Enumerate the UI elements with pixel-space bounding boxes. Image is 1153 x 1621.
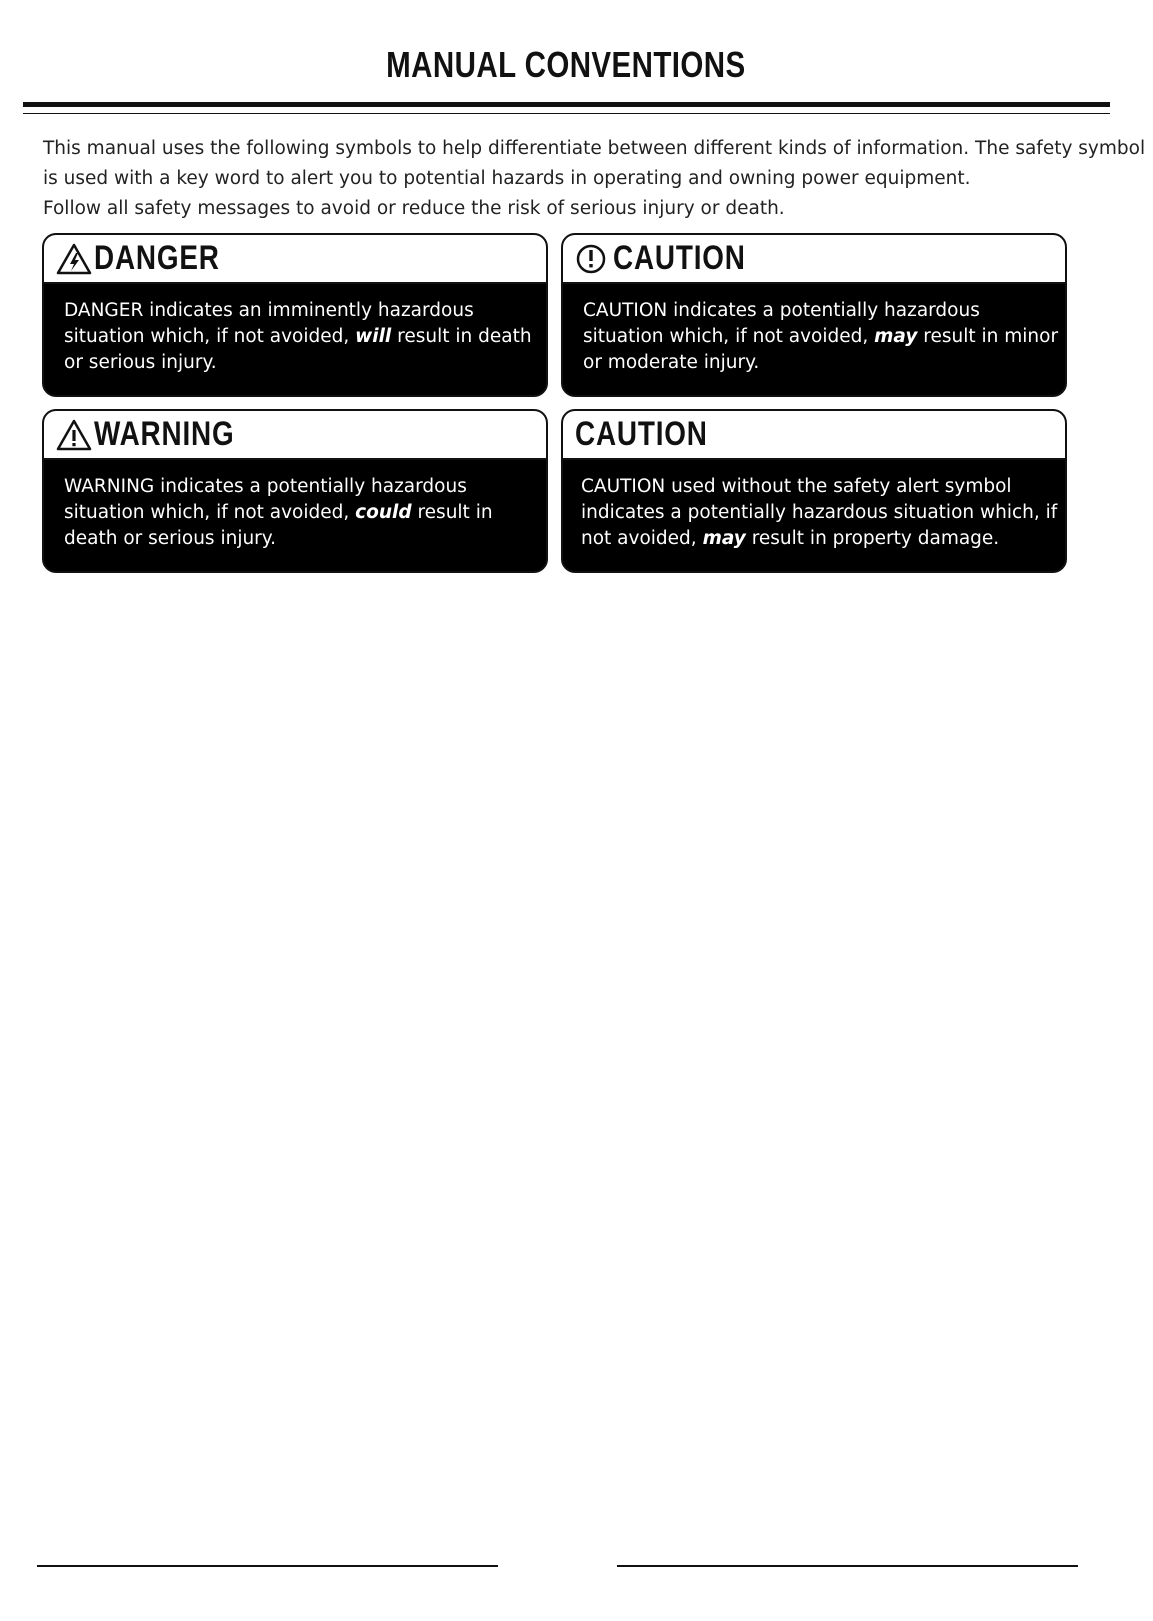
warning-description — [44, 460, 546, 552]
caution-text-line: situation which, if not avoided, may result in minor — [583, 326, 1059, 347]
warning-triangle-icon — [56, 418, 92, 452]
caution-no-symbol-text-line: not avoided, may result in property damage. — [581, 528, 1000, 549]
caution-label: CAUTION — [613, 239, 746, 277]
caution-emphasis: may — [874, 326, 918, 347]
title-divider-thin — [23, 113, 1110, 114]
warning-text-line: WARNING indicates a potentially hazardous — [64, 476, 467, 497]
danger-text-line: or serious injury. — [64, 352, 217, 373]
intro-paragraph — [43, 134, 1146, 224]
caution-text-line: CAUTION indicates a potentially hazardous — [583, 300, 980, 321]
warning-header — [44, 411, 546, 460]
title-divider-thick — [23, 102, 1110, 107]
danger-text-line: DANGER indicates an imminently hazardous — [64, 300, 474, 321]
caution-no-symbol-text-line: indicates a potentially hazardous situation which, if — [581, 502, 1058, 523]
warning-label: WARNING — [94, 415, 235, 453]
caution-no-symbol-label: CAUTION — [575, 415, 708, 453]
caution-no-symbol-description — [563, 460, 1065, 552]
warning-box — [42, 409, 548, 573]
caution-text-line: or moderate injury. — [583, 352, 760, 373]
danger-emphasis: will — [355, 326, 392, 347]
footer-rule-left — [37, 1565, 498, 1567]
danger-label: DANGER — [94, 239, 220, 277]
intro-line: This manual uses the following symbols to help differentiate between different kinds of information. The safety symbol — [43, 138, 1146, 159]
footer-rule-right — [617, 1565, 1078, 1567]
electric-hazard-triangle-icon — [56, 242, 92, 276]
danger-box — [42, 233, 548, 397]
warning-emphasis: could — [355, 502, 412, 523]
danger-description — [44, 284, 546, 376]
danger-text-line: situation which, if not avoided, will result in death — [64, 326, 532, 347]
caution-box — [561, 233, 1067, 397]
caution-description — [563, 284, 1065, 376]
intro-line: is used with a key word to alert you to potential hazards in operating and owning power equipment. — [43, 168, 971, 189]
caution-no-symbol-emphasis: may — [702, 528, 746, 549]
caution-no-symbol-text-line: CAUTION used without the safety alert symbol — [581, 476, 1012, 497]
page-title: MANUAL CONVENTIONS — [386, 44, 746, 85]
caution-no-symbol-box — [561, 409, 1067, 573]
intro-line: Follow all safety messages to avoid or reduce the risk of serious injury or death. — [43, 198, 785, 219]
caution-no-symbol-header — [563, 411, 1065, 460]
caution-header — [563, 235, 1065, 284]
exclamation-circle-icon — [575, 242, 611, 276]
danger-header — [44, 235, 546, 284]
warning-text-line: situation which, if not avoided, could result in — [64, 502, 493, 523]
warning-text-line: death or serious injury. — [64, 528, 276, 549]
